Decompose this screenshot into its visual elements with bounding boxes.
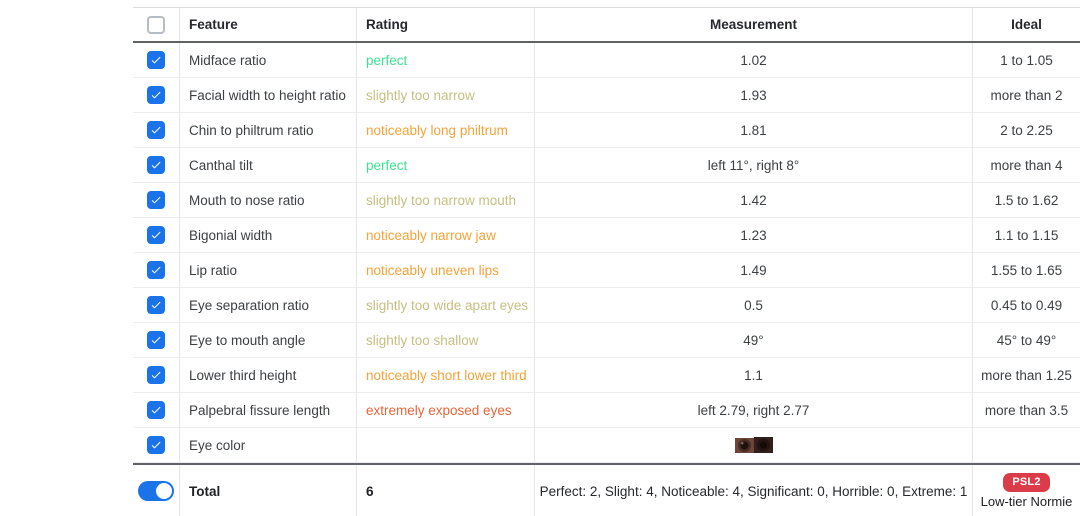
table-row xyxy=(133,43,1080,78)
rating-text: noticeably short lower third xyxy=(357,358,535,392)
feature-name: Canthal tilt xyxy=(180,148,357,182)
toggle-knob xyxy=(156,483,172,499)
feature-name: Chin to philtrum ratio xyxy=(180,113,357,147)
feature-name: Eye color xyxy=(180,428,357,462)
feature-name: Mouth to nose ratio xyxy=(180,183,357,217)
column-header-measurement: Measurement xyxy=(535,8,973,41)
header-checkbox-cell xyxy=(133,8,180,41)
feature-name: Bigonial width xyxy=(180,218,357,252)
row-checkbox[interactable] xyxy=(147,51,165,69)
feature-name: Eye to mouth angle xyxy=(180,323,357,357)
table-header-row xyxy=(133,8,1080,43)
rating-summary: Perfect: 2, Slight: 4, Noticeable: 4, Significant: 0, Horrible: 0, Extreme: 1 xyxy=(539,483,968,499)
column-header-rating: Rating xyxy=(357,8,535,41)
ideal-range: more than 1.25 xyxy=(981,367,1072,383)
rating-text: noticeably long philtrum xyxy=(357,113,535,147)
ideal-range xyxy=(973,428,1080,462)
eye-color-swatch xyxy=(735,437,773,454)
ideal-range: 1.5 to 1.62 xyxy=(994,192,1059,208)
check-icon xyxy=(150,229,162,241)
row-checkbox[interactable] xyxy=(147,156,165,174)
ideal-range: 0.45 to 0.49 xyxy=(990,297,1063,313)
check-icon xyxy=(150,54,162,66)
tier-label: Low-tier Normie xyxy=(980,494,1073,509)
row-checkbox[interactable] xyxy=(147,331,165,349)
total-toggle[interactable] xyxy=(138,481,174,501)
feature-name: Eye separation ratio xyxy=(180,288,357,322)
table-row xyxy=(133,393,1080,428)
ideal-range: 2 to 2.25 xyxy=(1000,122,1053,138)
row-checkbox[interactable] xyxy=(147,121,165,139)
measurement-value: 1.49 xyxy=(535,253,973,287)
measurement-value: 1.93 xyxy=(535,78,973,112)
check-icon xyxy=(150,264,162,276)
feature-name: Lower third height xyxy=(180,358,357,392)
row-checkbox[interactable] xyxy=(147,401,165,419)
row-checkbox[interactable] xyxy=(147,436,165,454)
table-row xyxy=(133,323,1080,358)
feature-name: Palpebral fissure length xyxy=(180,393,357,427)
measurement-value: 1.42 xyxy=(535,183,973,217)
column-header-ideal: Ideal xyxy=(1011,17,1042,32)
table-total-row xyxy=(133,463,1080,516)
row-checkbox[interactable] xyxy=(147,296,165,314)
column-header-feature: Feature xyxy=(180,8,357,41)
check-icon xyxy=(150,439,162,451)
ideal-range: 1.55 to 1.65 xyxy=(990,262,1063,278)
rating-text: perfect xyxy=(357,43,535,77)
ideal-range: more than 3.5 xyxy=(984,402,1069,418)
row-checkbox[interactable] xyxy=(147,366,165,384)
feature-name: Lip ratio xyxy=(180,253,357,287)
ideal-range: 1.1 to 1.15 xyxy=(994,227,1059,243)
rating-text: slightly too wide apart eyes xyxy=(357,288,535,322)
table-row xyxy=(133,113,1080,148)
check-icon xyxy=(150,299,162,311)
rating-text: noticeably uneven lips xyxy=(357,253,535,287)
check-icon xyxy=(150,404,162,416)
rating-text: extremely exposed eyes xyxy=(357,393,535,427)
rating-text: slightly too narrow mouth xyxy=(357,183,535,217)
measurement-value: left 2.79, right 2.77 xyxy=(535,393,973,427)
table-row xyxy=(133,288,1080,323)
row-checkbox[interactable] xyxy=(147,261,165,279)
row-checkbox[interactable] xyxy=(147,226,165,244)
feature-name: Midface ratio xyxy=(180,43,357,77)
table-row xyxy=(133,218,1080,253)
measurement-value: 1.23 xyxy=(535,218,973,252)
check-icon xyxy=(150,334,162,346)
measurement-value: 49° xyxy=(535,323,973,357)
rating-text: slightly too shallow xyxy=(357,323,535,357)
measurement-value: 0.5 xyxy=(535,288,973,322)
ideal-range: more than 4 xyxy=(990,157,1063,173)
check-icon xyxy=(150,369,162,381)
measurement-value: 1.81 xyxy=(535,113,973,147)
check-icon xyxy=(150,159,162,171)
ideal-range: 45° to 49° xyxy=(996,332,1057,348)
row-checkbox[interactable] xyxy=(147,191,165,209)
rating-text: perfect xyxy=(357,148,535,182)
measurement-value: 1.1 xyxy=(535,358,973,392)
ideal-range: 1 to 1.05 xyxy=(1000,52,1053,68)
rating-text: slightly too narrow xyxy=(357,78,535,112)
table-row-eye-color xyxy=(133,428,1080,463)
row-checkbox[interactable] xyxy=(147,86,165,104)
measurement-value: 1.02 xyxy=(535,43,973,77)
tier-result xyxy=(981,473,1073,509)
check-icon xyxy=(150,194,162,206)
table-row xyxy=(133,253,1080,288)
psl-badge: PSL2 xyxy=(1003,473,1049,492)
rating-text xyxy=(357,428,535,462)
feature-name: Facial width to height ratio xyxy=(180,78,357,112)
table-row xyxy=(133,358,1080,393)
measurement-value: left 11°, right 8° xyxy=(535,148,973,182)
table-row xyxy=(133,183,1080,218)
select-all-checkbox[interactable] xyxy=(147,16,165,34)
total-label: Total xyxy=(180,465,357,516)
rating-text: noticeably narrow jaw xyxy=(357,218,535,252)
total-score: 6 xyxy=(357,465,535,516)
ideal-range: more than 2 xyxy=(990,87,1063,103)
check-icon xyxy=(150,89,162,101)
check-icon xyxy=(150,124,162,136)
feature-table xyxy=(133,7,1080,516)
table-row xyxy=(133,148,1080,183)
table-row xyxy=(133,78,1080,113)
